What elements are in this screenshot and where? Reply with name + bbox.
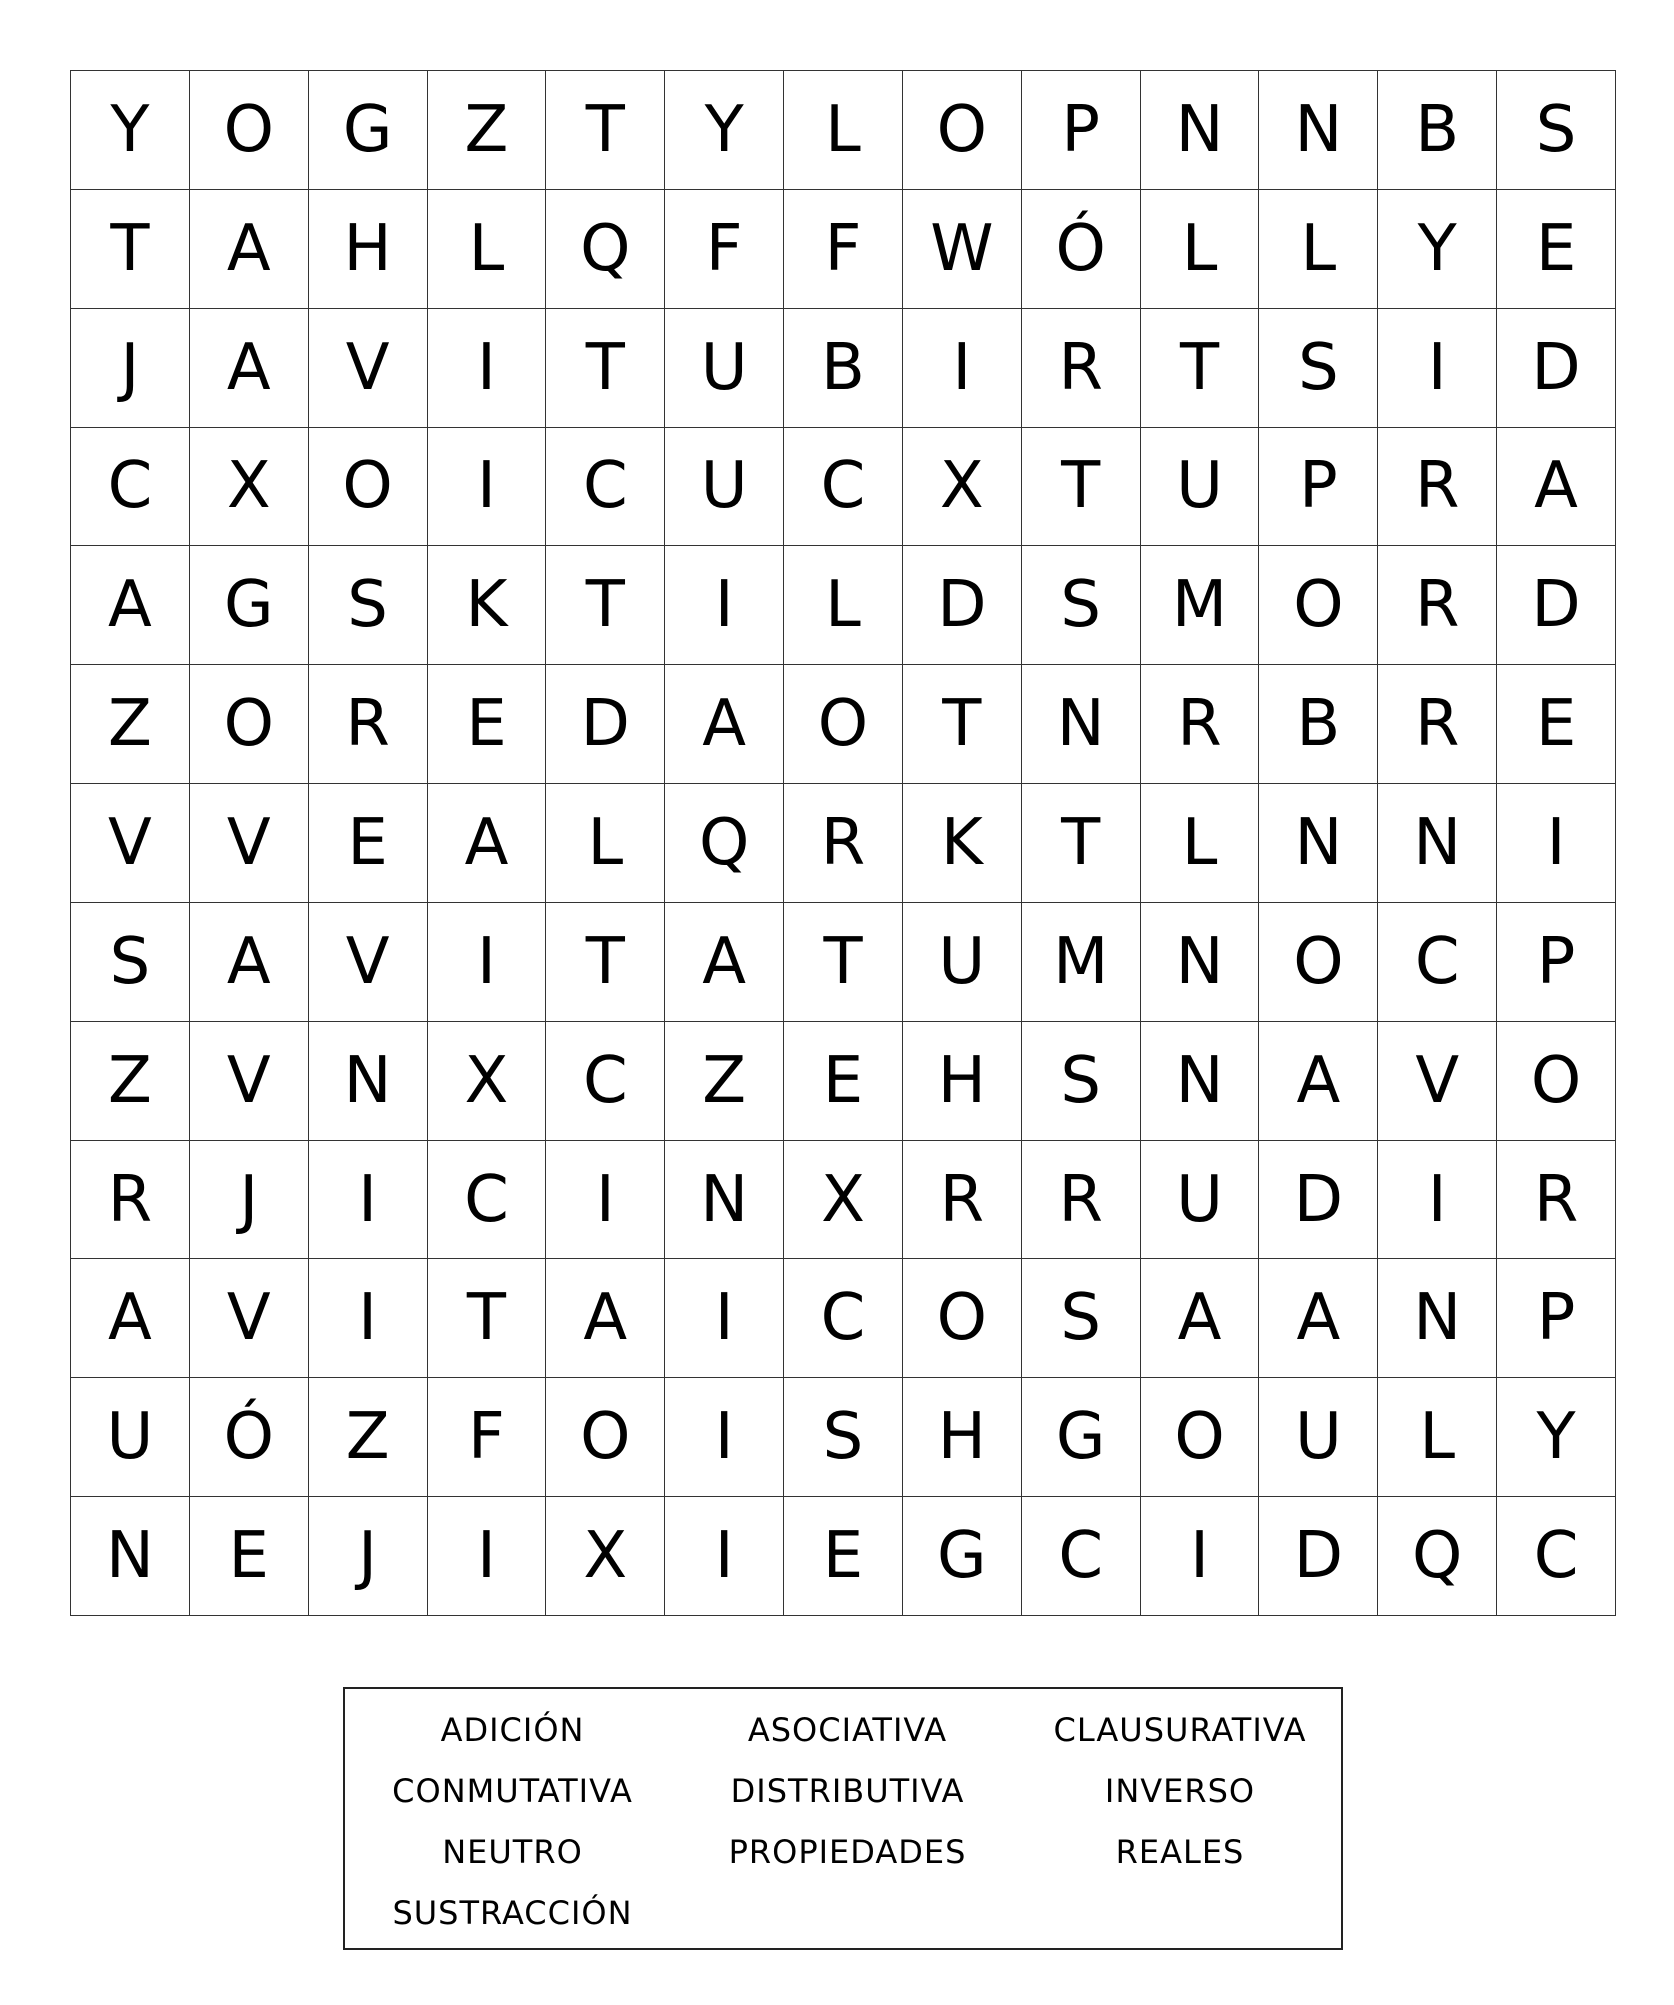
word-bank-item: REALES — [1115, 1832, 1245, 1871]
grid-cell[interactable]: X — [190, 428, 309, 547]
grid-cell[interactable]: L — [1141, 190, 1260, 309]
grid-cell[interactable]: E — [190, 1497, 309, 1616]
word-bank-item: INVERSO — [1104, 1771, 1256, 1810]
grid-cell[interactable]: T — [903, 665, 1022, 784]
grid-cell[interactable]: V — [190, 1022, 309, 1141]
word-bank-item: CONMUTATIVA — [392, 1771, 633, 1810]
grid-cell[interactable]: S — [309, 546, 428, 665]
grid-cell[interactable]: L — [784, 546, 903, 665]
grid-cell[interactable]: A — [71, 1259, 190, 1378]
grid-cell[interactable]: K — [903, 784, 1022, 903]
grid-cell[interactable]: V — [1378, 1022, 1497, 1141]
grid-cell[interactable]: O — [1141, 1378, 1260, 1497]
grid-cell[interactable]: U — [1141, 1141, 1260, 1260]
grid-cell[interactable]: Z — [665, 1022, 784, 1141]
grid-cell[interactable]: A — [1497, 428, 1616, 547]
grid-cell[interactable]: A — [190, 190, 309, 309]
grid-cell[interactable]: N — [71, 1497, 190, 1616]
grid-cell[interactable]: M — [1141, 546, 1260, 665]
grid-cell[interactable]: O — [903, 71, 1022, 190]
grid-cell[interactable]: U — [903, 903, 1022, 1022]
grid-cell[interactable]: I — [1141, 1497, 1260, 1616]
grid-cell[interactable]: F — [665, 190, 784, 309]
grid-cell[interactable]: S — [1022, 1022, 1141, 1141]
grid-cell[interactable]: I — [428, 428, 547, 547]
grid-cell[interactable]: K — [428, 546, 547, 665]
grid-cell[interactable]: R — [1141, 665, 1260, 784]
grid-cell[interactable]: U — [1259, 1378, 1378, 1497]
grid-cell[interactable]: L — [546, 784, 665, 903]
grid-cell[interactable]: C — [1497, 1497, 1616, 1616]
grid-cell[interactable]: O — [1259, 546, 1378, 665]
grid-cell[interactable]: N — [665, 1141, 784, 1260]
grid-cell[interactable]: A — [190, 309, 309, 428]
grid-cell[interactable]: O — [784, 665, 903, 784]
grid-cell[interactable]: U — [1141, 428, 1260, 547]
grid-cell[interactable]: C — [1378, 903, 1497, 1022]
grid-cell[interactable]: O — [546, 1378, 665, 1497]
grid-cell[interactable]: L — [784, 71, 903, 190]
grid-cell[interactable]: N — [1259, 71, 1378, 190]
grid-cell[interactable]: A — [546, 1259, 665, 1378]
word-bank-item: ASOCIATIVA — [747, 1710, 948, 1749]
grid-cell[interactable]: T — [1141, 309, 1260, 428]
grid-cell[interactable]: E — [784, 1497, 903, 1616]
grid-cell[interactable]: I — [1378, 1141, 1497, 1260]
grid-cell[interactable]: A — [71, 546, 190, 665]
grid-cell[interactable]: T — [784, 903, 903, 1022]
grid-cell[interactable]: E — [428, 665, 547, 784]
grid-cell[interactable]: U — [71, 1378, 190, 1497]
grid-cell[interactable]: X — [546, 1497, 665, 1616]
grid-cell[interactable]: I — [665, 1497, 784, 1616]
grid-cell[interactable]: S — [1022, 1259, 1141, 1378]
grid-cell[interactable]: N — [1378, 1259, 1497, 1378]
grid-cell[interactable]: L — [1378, 1378, 1497, 1497]
word-bank-item: ADICIÓN — [440, 1710, 585, 1749]
grid-cell[interactable]: J — [190, 1141, 309, 1260]
grid-cell[interactable]: A — [665, 903, 784, 1022]
grid-cell[interactable]: N — [309, 1022, 428, 1141]
grid-cell[interactable]: I — [309, 1259, 428, 1378]
grid-cell[interactable]: Q — [665, 784, 784, 903]
grid-cell[interactable]: A — [428, 784, 547, 903]
grid-cell[interactable]: L — [428, 190, 547, 309]
grid-cell[interactable]: T — [71, 190, 190, 309]
grid-cell[interactable]: O — [190, 665, 309, 784]
grid-cell[interactable]: H — [903, 1022, 1022, 1141]
grid-cell[interactable]: X — [903, 428, 1022, 547]
grid-cell[interactable]: R — [1378, 428, 1497, 547]
grid-cell[interactable]: I — [1378, 309, 1497, 428]
grid-cell[interactable]: U — [665, 428, 784, 547]
grid-cell[interactable]: D — [1259, 1141, 1378, 1260]
grid-cell[interactable]: R — [903, 1141, 1022, 1260]
grid-cell[interactable]: G — [309, 71, 428, 190]
grid-cell[interactable]: C — [784, 428, 903, 547]
grid-cell[interactable]: T — [546, 309, 665, 428]
grid-cell[interactable]: E — [784, 1022, 903, 1141]
grid-cell[interactable]: A — [665, 665, 784, 784]
grid-cell[interactable]: S — [71, 903, 190, 1022]
grid-cell[interactable]: N — [1141, 903, 1260, 1022]
grid-cell[interactable]: M — [1022, 903, 1141, 1022]
grid-cell[interactable]: I — [309, 1141, 428, 1260]
grid-cell[interactable]: D — [1497, 309, 1616, 428]
grid-cell[interactable]: T — [1022, 784, 1141, 903]
grid-cell[interactable]: S — [784, 1378, 903, 1497]
grid-cell[interactable]: E — [309, 784, 428, 903]
grid-cell[interactable]: N — [1141, 71, 1260, 190]
grid-cell[interactable]: Y — [1497, 1378, 1616, 1497]
grid-cell[interactable]: C — [1022, 1497, 1141, 1616]
grid-cell[interactable]: Z — [309, 1378, 428, 1497]
grid-cell[interactable]: E — [1497, 665, 1616, 784]
grid-cell[interactable]: T — [546, 546, 665, 665]
grid-cell[interactable]: R — [1497, 1141, 1616, 1260]
grid-cell[interactable]: D — [1259, 1497, 1378, 1616]
grid-cell[interactable]: U — [665, 309, 784, 428]
grid-cell[interactable]: G — [190, 546, 309, 665]
grid-cell[interactable]: S — [1022, 546, 1141, 665]
grid-cell[interactable]: R — [1022, 309, 1141, 428]
word-bank-item: NEUTRO — [442, 1832, 583, 1871]
grid-cell[interactable]: I — [1497, 784, 1616, 903]
grid-cell[interactable]: O — [1259, 903, 1378, 1022]
grid-cell[interactable]: Ó — [190, 1378, 309, 1497]
word-bank-item: PROPIEDADES — [728, 1832, 967, 1871]
grid-cell[interactable]: T — [546, 71, 665, 190]
grid-cell[interactable]: R — [1378, 546, 1497, 665]
grid-cell[interactable]: I — [546, 1141, 665, 1260]
grid-cell[interactable]: P — [1022, 71, 1141, 190]
grid-cell[interactable]: A — [190, 903, 309, 1022]
grid-cell[interactable]: J — [71, 309, 190, 428]
grid-cell[interactable]: R — [71, 1141, 190, 1260]
grid-cell[interactable]: B — [1259, 665, 1378, 784]
grid-cell[interactable]: V — [309, 309, 428, 428]
grid-cell[interactable]: P — [1497, 1259, 1616, 1378]
grid-cell[interactable]: R — [784, 784, 903, 903]
grid-cell[interactable]: F — [428, 1378, 547, 1497]
grid-cell[interactable]: N — [1378, 784, 1497, 903]
grid-cell[interactable]: V — [71, 784, 190, 903]
grid-cell[interactable]: F — [784, 190, 903, 309]
grid-cell[interactable]: I — [428, 1497, 547, 1616]
grid-cell[interactable]: X — [428, 1022, 547, 1141]
grid-cell[interactable]: D — [546, 665, 665, 784]
word-bank-item: DISTRIBUTIVA — [730, 1771, 965, 1810]
grid-cell[interactable]: T — [1022, 428, 1141, 547]
grid-cell[interactable]: R — [1378, 665, 1497, 784]
grid-cell[interactable]: C — [71, 428, 190, 547]
grid-cell[interactable]: V — [190, 784, 309, 903]
grid-cell[interactable]: G — [1022, 1378, 1141, 1497]
grid-cell[interactable]: R — [309, 665, 428, 784]
grid-cell[interactable]: H — [903, 1378, 1022, 1497]
grid-cell[interactable]: Z — [71, 665, 190, 784]
grid-cell[interactable]: Y — [1378, 190, 1497, 309]
letter-grid — [70, 70, 1616, 1616]
grid-cell[interactable]: O — [190, 71, 309, 190]
grid-cell[interactable]: N — [1141, 1022, 1260, 1141]
grid-cell[interactable]: Z — [428, 71, 547, 190]
grid-cell[interactable]: I — [903, 309, 1022, 428]
grid-cell[interactable]: C — [546, 428, 665, 547]
grid-cell[interactable]: P — [1497, 903, 1616, 1022]
word-bank-item: SUSTRACCIÓN — [392, 1893, 633, 1932]
grid-cell[interactable]: I — [665, 1259, 784, 1378]
grid-cell[interactable]: L — [1141, 784, 1260, 903]
grid-cell[interactable]: O — [903, 1259, 1022, 1378]
grid-cell[interactable]: G — [903, 1497, 1022, 1616]
grid-cell[interactable]: O — [1497, 1022, 1616, 1141]
grid-cell[interactable]: X — [784, 1141, 903, 1260]
grid-cell[interactable]: B — [784, 309, 903, 428]
grid-cell[interactable]: A — [1141, 1259, 1260, 1378]
grid-cell[interactable]: C — [546, 1022, 665, 1141]
grid-cell[interactable]: Y — [665, 71, 784, 190]
grid-cell[interactable]: S — [1259, 309, 1378, 428]
grid-cell[interactable]: Z — [71, 1022, 190, 1141]
grid-cell[interactable]: B — [1378, 71, 1497, 190]
word-bank-item: CLAUSURATIVA — [1053, 1710, 1307, 1749]
grid-cell[interactable]: E — [1497, 190, 1616, 309]
grid-cell[interactable]: Ó — [1022, 190, 1141, 309]
grid-cell[interactable]: D — [903, 546, 1022, 665]
word-bank — [343, 1687, 1343, 1950]
grid-cell[interactable]: I — [428, 903, 547, 1022]
grid-cell[interactable]: W — [903, 190, 1022, 309]
grid-cell[interactable]: Q — [1378, 1497, 1497, 1616]
grid-cell[interactable]: C — [428, 1141, 547, 1260]
grid-cell[interactable]: V — [309, 903, 428, 1022]
grid-cell[interactable]: T — [546, 903, 665, 1022]
grid-cell[interactable]: N — [1022, 665, 1141, 784]
grid-cell[interactable]: S — [1497, 71, 1616, 190]
grid-cell[interactable]: C — [784, 1259, 903, 1378]
grid-cell[interactable]: Q — [546, 190, 665, 309]
grid-cell[interactable]: N — [1259, 784, 1378, 903]
grid-cell[interactable]: J — [309, 1497, 428, 1616]
grid-cell[interactable]: I — [428, 309, 547, 428]
grid-cell[interactable]: A — [1259, 1259, 1378, 1378]
grid-cell[interactable]: H — [309, 190, 428, 309]
grid-cell[interactable]: P — [1259, 428, 1378, 547]
grid-cell[interactable]: I — [665, 546, 784, 665]
grid-cell[interactable]: L — [1259, 190, 1378, 309]
grid-cell[interactable]: D — [1497, 546, 1616, 665]
grid-cell[interactable]: O — [309, 428, 428, 547]
grid-cell[interactable]: Y — [71, 71, 190, 190]
grid-cell[interactable]: T — [428, 1259, 547, 1378]
grid-cell[interactable]: I — [665, 1378, 784, 1497]
grid-cell[interactable]: R — [1022, 1141, 1141, 1260]
grid-cell[interactable]: V — [190, 1259, 309, 1378]
grid-cell[interactable]: A — [1259, 1022, 1378, 1141]
